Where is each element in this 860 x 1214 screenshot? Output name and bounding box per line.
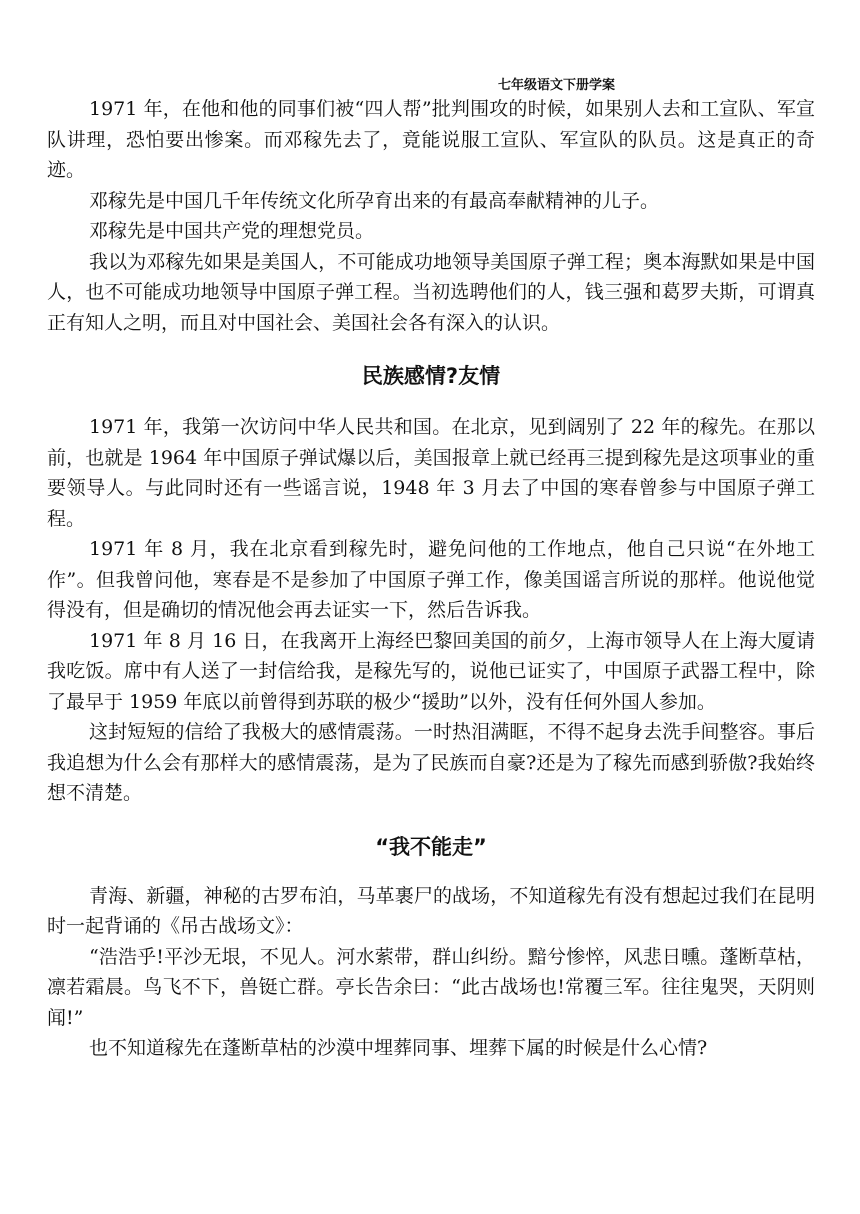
paragraph: 这封短短的信给了我极大的感情震荡。一时热泪满眶，不得不起身去洗手间整容。事后我追想为什么会有那样大的感情震荡，是为了民族而自豪?还是为了稼先而感到骄傲?我始终想不清楚。: [47, 721, 815, 804]
document-body: [47, 94, 815, 1064]
paragraph: 1971 年 8 月，我在北京看到稼先时，避免问他的工作地点，他自己只说“在外地工作”。但我曾问他，寒春是不是参加了中国原子弹工作，像美国谣言所说的那样。他说他觉得没有，但是确切的情况他会再去证实一下，然后告诉我。: [47, 538, 815, 621]
section-title-i-cannot-leave: “我不能走”: [375, 834, 487, 859]
paragraph: 我以为邓稼先如果是美国人，不可能成功地领导美国原子弹工程；奥本海默如果是中国人，也不可能成功地领导中国原子弹工程。当初选聘他们的人，钱三强和葛罗夫斯，可谓真正有知人之明，而且对中国社会、美国社会各有深入的认识。: [47, 250, 815, 334]
page-header: 七年级语文下册学案: [498, 78, 616, 93]
paragraph: 青海、新疆，神秘的古罗布泊，马革裹尸的战场，不知道稼先有没有想起过我们在昆明时一起背诵的《吊古战场文》：: [47, 884, 815, 937]
section-title-ethnic-friendship: 民族感情?友情: [361, 364, 501, 388]
paragraph: 也不知道稼先在蓬断草枯的沙漠中埋葬同事、埋葬下属的时候是什么心情?: [89, 1037, 708, 1059]
quote-paragraph: “浩浩乎!平沙无垠，不见人。河水萦带，群山纠纷。黯兮惨悴，风悲日曛。蓬断草枯，凛若霜晨。鸟飞不下，兽铤亡群。亭长告余曰：“此古战场也!常覆三军。往往鬼哭，天阴则闻!”: [47, 945, 815, 1029]
paragraph: 邓稼先是中国几千年传统文化所孕育出来的有最高奉献精神的儿子。: [89, 189, 660, 212]
paragraph: 1971 年 8 月 16 日，在我离开上海经巴黎回美国的前夕，上海市领导人在上海大厦请我吃饭。席中有人送了一封信给我，是稼先写的，说他已证实了，中国原子武器工程中，除了最早于 1959 年底以前曾得到苏联的极少“援助”以外，没有任何外国人参加。: [47, 629, 815, 713]
paragraph: 1971 年，在他和他的同事们被“四人帮”批判围攻的时候，如果别人去和工宣队、军宣队讲理，恐怕要出惨案。而邓稼先去了，竟能说服工宣队、军宣队的队员。这是真正的奇迹。: [47, 98, 815, 181]
paragraph: 1971 年，我第一次访问中华人民共和国。在北京，见到阔别了 22 年的稼先。在那以前，也就是 1964 年中国原子弹试爆以后，美国报章上就已经再三提到稼先是这项事业的重要领导人。与此同时还有一些谣言说，1948 年 3 月去了中国的寒春曾参与中国原子弹工程。: [47, 416, 815, 530]
paragraph: 邓稼先是中国共产党的理想党员。: [89, 220, 375, 242]
